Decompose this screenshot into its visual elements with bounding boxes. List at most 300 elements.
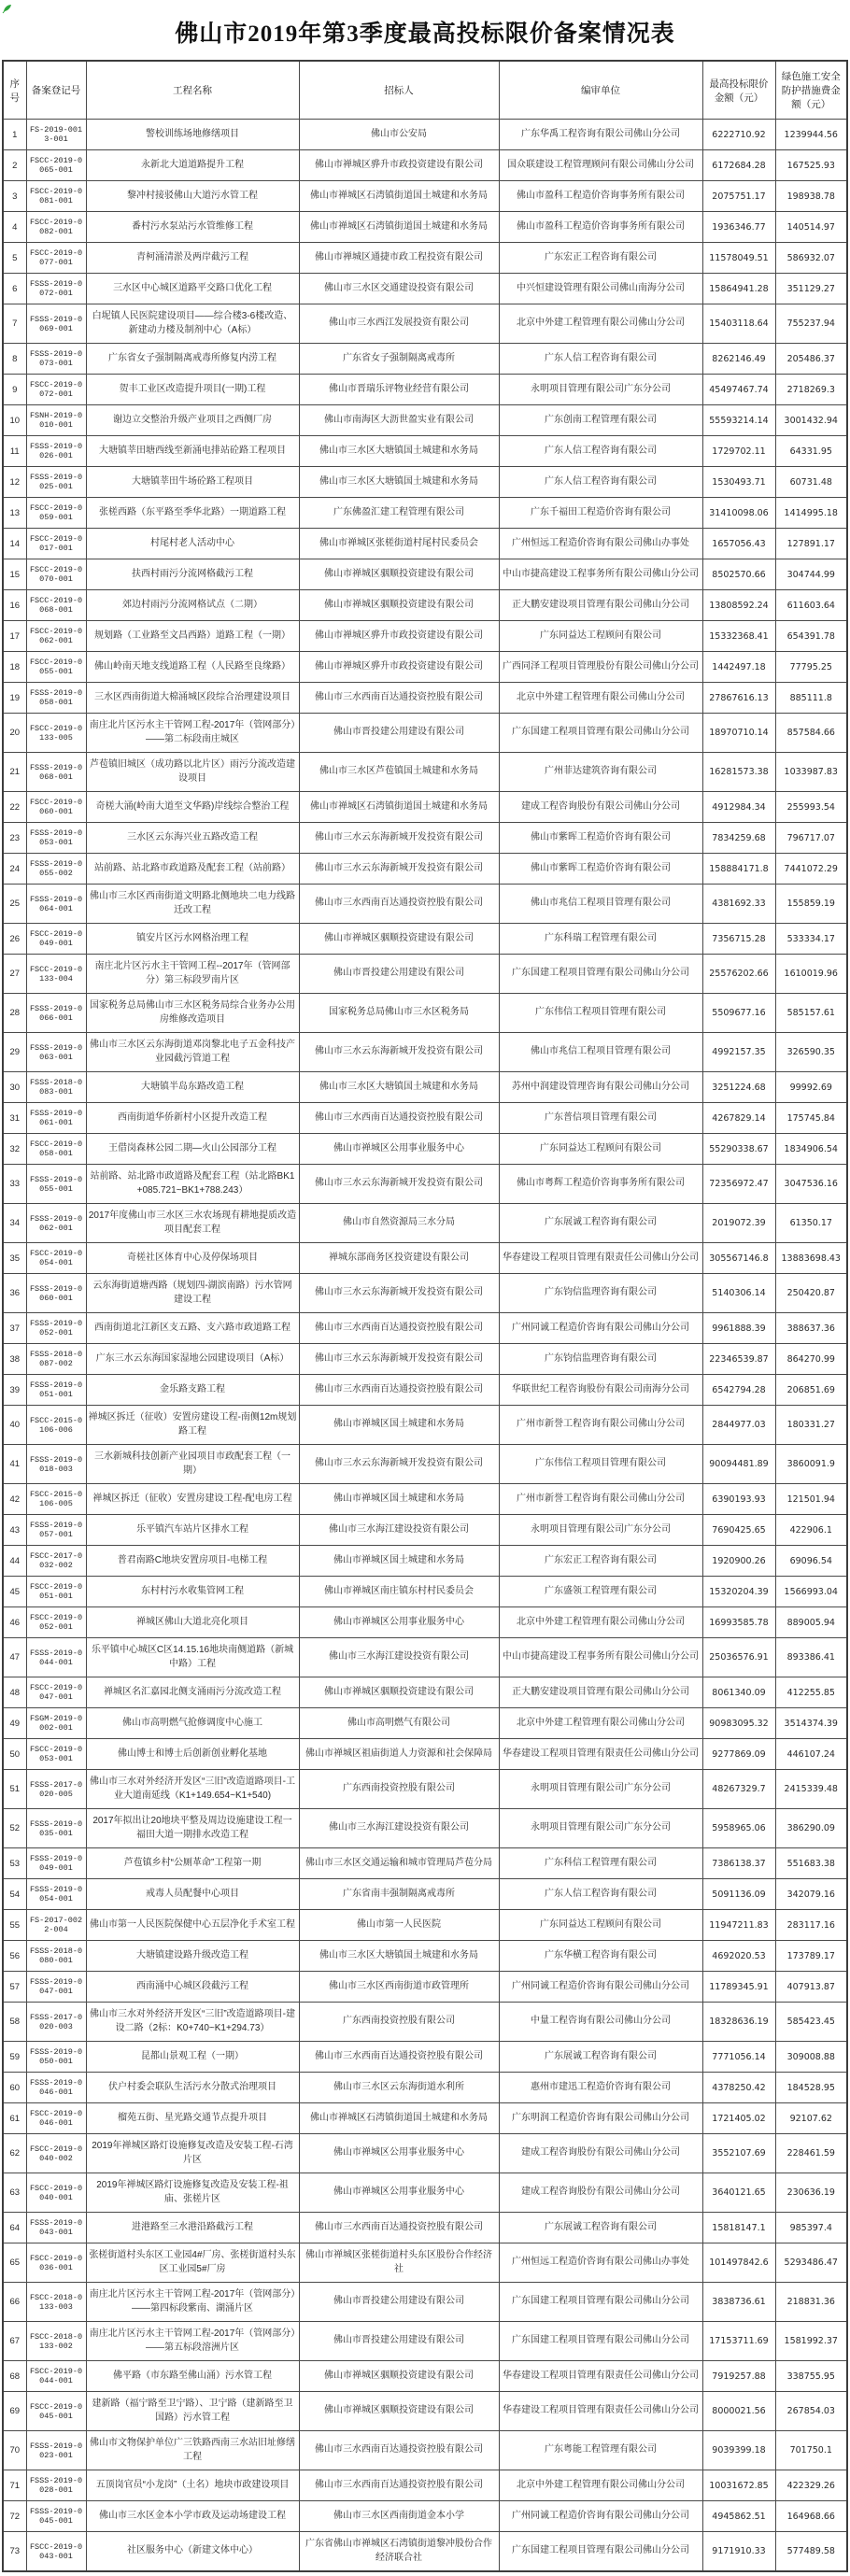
tenderer-name: 佛山市高明燃气有限公司 — [299, 1708, 499, 1739]
review-unit: 广东人信工程咨询有限公司 — [499, 1879, 702, 1910]
max-bid-price: 15403118.64 — [702, 304, 775, 344]
max-bid-price: 15818147.1 — [702, 2213, 775, 2243]
filing-id: FSCC-2019-0133-004 — [26, 955, 86, 994]
filing-id: FSCC-2019-0044-001 — [26, 2361, 86, 2392]
max-bid-price: 2844977.03 — [702, 1406, 775, 1445]
table-row — [3, 1406, 847, 1445]
row-serial: 40 — [3, 1406, 26, 1445]
green-fee-amount: 140514.97 — [775, 212, 847, 243]
max-bid-price: 31410098.06 — [702, 498, 775, 529]
row-serial: 59 — [3, 2042, 26, 2073]
review-unit: 广东盛领工程管理有限公司 — [499, 1577, 702, 1607]
tenderer-name: 佛山市禅城区骅升市政投资建设有限公司 — [299, 621, 499, 652]
review-unit: 广东国建工程项目管理有限公司佛山分公司 — [499, 2322, 702, 2361]
max-bid-price: 3552107.69 — [702, 2134, 775, 2173]
col-header-serial: 序号 — [3, 61, 26, 120]
table-row — [3, 2073, 847, 2103]
max-bid-price: 9171910.33 — [702, 2532, 775, 2572]
table-row — [3, 1243, 847, 1274]
tenderer-name: 佛山市禅城区张槎街道村头东区股份合作经济社 — [299, 2243, 499, 2283]
filing-id: FSCC-2019-0053-001 — [26, 1739, 86, 1770]
review-unit: 广东国建工程项目管理有限公司佛山分公司 — [499, 2532, 702, 2572]
max-bid-price: 7919257.88 — [702, 2361, 775, 2392]
project-name: 昆都山景观工程（一期） — [86, 2042, 299, 2073]
review-unit: 广东粤能工程管理有限公司 — [499, 2431, 702, 2470]
review-unit: 中兴恒建设管理有限公司佛山南海分公司 — [499, 274, 702, 304]
table-row — [3, 2392, 847, 2431]
green-fee-amount: 551683.38 — [775, 1848, 847, 1879]
row-serial: 66 — [3, 2283, 26, 2322]
green-fee-amount: 230636.19 — [775, 2173, 847, 2213]
max-bid-price: 305567146.8 — [702, 1243, 775, 1274]
review-unit: 佛山市紫晖工程造价咨询有限公司 — [499, 823, 702, 854]
max-bid-price: 5509677.16 — [702, 994, 775, 1033]
row-serial: 25 — [3, 885, 26, 924]
green-fee-amount: 92107.62 — [775, 2103, 847, 2134]
project-name: 贺丰工业区改造提升项目(一期)工程 — [86, 375, 299, 405]
project-name: 佛山市高明燃气抢修调度中心施工 — [86, 1708, 299, 1739]
table-row — [3, 1879, 847, 1910]
row-serial: 30 — [3, 1072, 26, 1103]
filing-id: FSCC-2019-0040-002 — [26, 2134, 86, 2173]
review-unit: 华春建设工程项目管理有限责任公司佛山分公司 — [499, 1739, 702, 1770]
project-name: 番村污水泵站污水管维修工程 — [86, 212, 299, 243]
max-bid-price: 1721405.02 — [702, 2103, 775, 2134]
row-serial: 71 — [3, 2470, 26, 2501]
filing-id: FSCC-2019-0017-001 — [26, 529, 86, 559]
table-row — [3, 1204, 847, 1243]
review-unit: 正大鹏安建设项目管理有限公司佛山分公司 — [499, 590, 702, 621]
filing-id: FSSS-2019-0055-001 — [26, 1165, 86, 1204]
review-unit: 广东科信工程管理有限公司 — [499, 1848, 702, 1879]
tenderer-name: 佛山市三水西南百达通投资控股有限公司 — [299, 885, 499, 924]
green-fee-amount: 228461.59 — [775, 2134, 847, 2173]
green-fee-amount: 206851.69 — [775, 1375, 847, 1406]
table-row — [3, 1972, 847, 2003]
green-fee-amount: 99992.69 — [775, 1072, 847, 1103]
project-name: 2019年禅城区路灯设施修复改造及安装工程-石湾片区 — [86, 2134, 299, 2173]
row-serial: 51 — [3, 1770, 26, 1809]
max-bid-price: 10031672.85 — [702, 2470, 775, 2501]
table-row — [3, 1577, 847, 1607]
table-row — [3, 1770, 847, 1809]
row-serial: 65 — [3, 2243, 26, 2283]
row-serial: 29 — [3, 1033, 26, 1072]
green-fee-amount: 1239944.56 — [775, 120, 847, 150]
max-bid-price: 8502570.66 — [702, 559, 775, 590]
green-fee-amount: 422906.1 — [775, 1515, 847, 1546]
row-serial: 53 — [3, 1848, 26, 1879]
tenderer-name: 佛山市第一人民医院 — [299, 1910, 499, 1941]
project-name: 三水区西南街道大棉涌城区段综合治理建设项目 — [86, 683, 299, 714]
filing-id: FSCC-2019-0047-001 — [26, 1677, 86, 1708]
tenderer-name: 佛山市禅城区骅升市政投资建设有限公司 — [299, 652, 499, 683]
row-serial: 73 — [3, 2532, 26, 2572]
tenderer-name: 佛山市三水区大塘镇国土城建和水务局 — [299, 436, 499, 467]
row-serial: 52 — [3, 1809, 26, 1848]
filing-id: FSCC-2019-0054-001 — [26, 1243, 86, 1274]
row-serial: 46 — [3, 1607, 26, 1638]
project-name: 规划路（工业路至文昌西路）道路工程（一期） — [86, 621, 299, 652]
project-name: 南庄北片区污水主干管网工程-2017年（管网部分）——第二标段南庄城区 — [86, 714, 299, 753]
tenderer-name: 佛山市三水云东海新城开发投资有限公司 — [299, 1165, 499, 1204]
review-unit: 广州市新誉工程咨询有限公司佛山分公司 — [499, 1484, 702, 1515]
project-name: 永新北大道道路提升工程 — [86, 150, 299, 181]
filing-id: FSCC-2019-0052-001 — [26, 1607, 86, 1638]
tenderer-name: 佛山市三水区西南街道市政管理所 — [299, 1972, 499, 2003]
max-bid-price: 1729702.11 — [702, 436, 775, 467]
tenderer-name: 佛山市禅城区张槎街道村尾村民委员会 — [299, 529, 499, 559]
row-serial: 5 — [3, 243, 26, 274]
tenderer-name: 佛山市禅城区骃顺投资建设有限公司 — [299, 2361, 499, 2392]
green-fee-amount: 218831.36 — [775, 2283, 847, 2322]
max-bid-price: 15864941.28 — [702, 274, 775, 304]
max-bid-price: 4992157.35 — [702, 1033, 775, 1072]
table-row — [3, 1375, 847, 1406]
filing-id: FSSS-2018-0087-002 — [26, 1344, 86, 1375]
table-row — [3, 2501, 847, 2532]
project-name: 站前路、站北路市政道路及配套工程（站前路） — [86, 854, 299, 885]
project-name: 佛山市三水区金本小学市政及运动场建设工程 — [86, 2501, 299, 2532]
max-bid-price: 18970710.14 — [702, 714, 775, 753]
table-row — [3, 529, 847, 559]
tenderer-name: 佛山市禅城区石湾镇街道国土城建和水务局 — [299, 792, 499, 823]
green-fee-amount: 304744.99 — [775, 559, 847, 590]
table-row — [3, 1910, 847, 1941]
green-fee-amount: 342079.16 — [775, 1879, 847, 1910]
table-row — [3, 994, 847, 1033]
project-name: 南庄北片区污水主干管网工程-2017年（管网部分）——第四标段紫南、湖涌片区 — [86, 2283, 299, 2322]
review-unit: 北京中外建工程管理有限公司佛山分公司 — [499, 1607, 702, 1638]
review-unit: 永明项目管理有限公司广东分公司 — [499, 1809, 702, 1848]
row-serial: 26 — [3, 924, 26, 955]
col-header-max-price: 最高投标限价金额（元） — [702, 61, 775, 120]
review-unit: 广州菲达建筑咨询有限公司 — [499, 753, 702, 792]
project-name: 2019年禅城区路灯设施修复改造及安装工程-祖庙、张槎片区 — [86, 2173, 299, 2213]
project-name: 广东省女子强制隔离戒毒所修复内涝工程 — [86, 344, 299, 375]
project-name: 广东三水云东海国家湿地公园建设项目（A标） — [86, 1344, 299, 1375]
filing-id: FSCC-2019-0062-001 — [26, 621, 86, 652]
row-serial: 47 — [3, 1638, 26, 1677]
project-name: 奇槎大涌(岭南大道至文华路)岸线综合整治工程 — [86, 792, 299, 823]
filing-id: FSCC-2019-0068-001 — [26, 590, 86, 621]
max-bid-price: 11789345.91 — [702, 1972, 775, 2003]
review-unit: 华春建设工程项目管理有限责任公司佛山分公司 — [499, 2392, 702, 2431]
tenderer-name: 广东佛盈汇建工程管理有限公司 — [299, 498, 499, 529]
green-fee-amount: 167525.93 — [775, 150, 847, 181]
review-unit: 广东华横工程咨询有限公司 — [499, 1941, 702, 1972]
review-unit: 广东人信工程咨询有限公司 — [499, 436, 702, 467]
filing-id: FSSS-2019-0046-001 — [26, 2073, 86, 2103]
project-name: 南庄北片区污水主干管网工程-2017年（管网部分）——第五标段溶洲片区 — [86, 2322, 299, 2361]
tenderer-name: 广东西南投资控股有限公司 — [299, 2003, 499, 2042]
filing-id: FS-2019-0013-001 — [26, 120, 86, 150]
max-bid-price: 9277869.09 — [702, 1739, 775, 1770]
tenderer-name: 佛山市三水西南百达通投资控股有限公司 — [299, 2431, 499, 2470]
tenderer-name: 佛山市禅城区国土城建和水务局 — [299, 1546, 499, 1577]
filing-id: FSCC-2019-0077-001 — [26, 243, 86, 274]
filing-id: FSSS-2018-0080-001 — [26, 1941, 86, 1972]
tenderer-name: 佛山市三水区云东海街道水利所 — [299, 2073, 499, 2103]
max-bid-price: 2075751.17 — [702, 181, 775, 212]
tenderer-name: 佛山市三水海江建设投资有限公司 — [299, 1809, 499, 1848]
max-bid-price: 5958965.06 — [702, 1809, 775, 1848]
green-fee-amount: 585157.61 — [775, 994, 847, 1033]
project-name: 村尾村老人活动中心 — [86, 529, 299, 559]
green-fee-amount: 857584.66 — [775, 714, 847, 753]
max-bid-price: 4378250.42 — [702, 2073, 775, 2103]
green-fee-amount: 388637.36 — [775, 1313, 847, 1344]
green-fee-amount: 701750.1 — [775, 2431, 847, 2470]
row-serial: 11 — [3, 436, 26, 467]
row-serial: 6 — [3, 274, 26, 304]
row-serial: 72 — [3, 2501, 26, 2532]
green-fee-amount: 338755.95 — [775, 2361, 847, 2392]
review-unit: 佛山市盈科工程造价咨询事务所有限公司 — [499, 181, 702, 212]
table-row — [3, 181, 847, 212]
review-unit: 广东同益达工程顾问有限公司 — [499, 1134, 702, 1165]
filing-id: FSCC-2019-0049-001 — [26, 924, 86, 955]
filing-id: FSSS-2019-0049-001 — [26, 1848, 86, 1879]
green-fee-amount: 3001432.94 — [775, 405, 847, 436]
review-unit: 广东展诚工程咨询有限公司 — [499, 2213, 702, 2243]
row-serial: 42 — [3, 1484, 26, 1515]
tenderer-name: 佛山市自然资源局三水分局 — [299, 1204, 499, 1243]
filing-id: FSCC-2019-0036-001 — [26, 2243, 86, 2283]
table-row — [3, 652, 847, 683]
tenderer-name: 佛山市南海区大沥世盈实业有限公司 — [299, 405, 499, 436]
filing-id: FSSS-2019-0057-001 — [26, 1515, 86, 1546]
filing-id: FSCC-2015-0106-006 — [26, 1406, 86, 1445]
max-bid-price: 158884171.8 — [702, 854, 775, 885]
row-serial: 67 — [3, 2322, 26, 2361]
green-fee-amount: 796717.07 — [775, 823, 847, 854]
filing-id: FSSS-2017-0020-005 — [26, 1770, 86, 1809]
row-serial: 14 — [3, 529, 26, 559]
table-row — [3, 1165, 847, 1204]
filing-id: FSSS-2019-0047-001 — [26, 1972, 86, 2003]
review-unit: 佛山市兆信工程项目管理有限公司 — [499, 1033, 702, 1072]
tenderer-name: 佛山市三水区西南街道金本小学 — [299, 2501, 499, 2532]
review-unit: 广州恒远工程造价咨询有限公司佛山办事处 — [499, 2243, 702, 2283]
review-unit: 华春建设工程项目管理有限责任公司佛山分公司 — [499, 2361, 702, 2392]
project-name: 2017年拟出让20地块平整及周边设施建设工程一福田大道一期排水改造工程 — [86, 1809, 299, 1848]
review-unit: 中山市捷高建设工程事务所有限公司佛山分公司 — [499, 559, 702, 590]
filing-id: FSCC-2019-0060-001 — [26, 792, 86, 823]
filing-id: FSSS-2019-0062-001 — [26, 1204, 86, 1243]
max-bid-price: 8262146.49 — [702, 344, 775, 375]
max-bid-price: 55290338.67 — [702, 1134, 775, 1165]
row-serial: 60 — [3, 2073, 26, 2103]
max-bid-price: 11947211.83 — [702, 1910, 775, 1941]
tenderer-name: 佛山市三水西南百达通投资控股有限公司 — [299, 1103, 499, 1134]
review-unit: 广东人信工程咨询有限公司 — [499, 467, 702, 498]
row-serial: 24 — [3, 854, 26, 885]
tenderer-name: 佛山市三水西南百达通投资控股有限公司 — [299, 1375, 499, 1406]
green-fee-amount: 3860091.9 — [775, 1445, 847, 1484]
project-name: 王借岗森林公园二期—火山公园部分工程 — [86, 1134, 299, 1165]
filing-id: FSCC-2019-0081-001 — [26, 181, 86, 212]
filing-id: FSSS-2019-0028-001 — [26, 2470, 86, 2501]
review-unit: 广州同诚工程造价咨询有限公司佛山分公司 — [499, 2501, 702, 2532]
table-row — [3, 1445, 847, 1484]
table-row — [3, 1313, 847, 1344]
tenderer-name: 佛山市晋投建公用建设有限公司 — [299, 955, 499, 994]
row-serial: 45 — [3, 1577, 26, 1607]
review-unit: 广东展诚工程咨询有限公司 — [499, 2042, 702, 2073]
tenderer-name: 佛山市三水西南百达通投资控股有限公司 — [299, 2470, 499, 2501]
tenderer-name: 佛山市公安局 — [299, 120, 499, 150]
table-row — [3, 1072, 847, 1103]
row-serial: 7 — [3, 304, 26, 344]
filing-id: FSCC-2018-0133-002 — [26, 2322, 86, 2361]
green-fee-amount: 326590.35 — [775, 1033, 847, 1072]
filing-id: FSSS-2019-0066-001 — [26, 994, 86, 1033]
project-name: 三水区中心城区道路平交路口优化工程 — [86, 274, 299, 304]
tenderer-name: 佛山市三水区芦苞镇国土城建和水务局 — [299, 753, 499, 792]
filing-id: FSSS-2019-0045-001 — [26, 2501, 86, 2532]
filing-id: FSSS-2019-0072-001 — [26, 274, 86, 304]
green-fee-amount: 1414995.18 — [775, 498, 847, 529]
tenderer-name: 佛山市禅城区骃顺投资建设有限公司 — [299, 590, 499, 621]
max-bid-price: 3640121.65 — [702, 2173, 775, 2213]
tenderer-name: 佛山市三水区交通运输和城市管理局芦苞分局 — [299, 1848, 499, 1879]
tenderer-name: 佛山市晋投建公用建设有限公司 — [299, 2322, 499, 2361]
table-row — [3, 1941, 847, 1972]
row-serial: 1 — [3, 120, 26, 150]
row-serial: 70 — [3, 2431, 26, 2470]
col-header-review-unit: 编审单位 — [499, 61, 702, 120]
filing-id: FSSS-2019-0044-001 — [26, 1638, 86, 1677]
tenderer-name: 佛山市三水区大塘镇国土城建和水务局 — [299, 1941, 499, 1972]
table-row — [3, 498, 847, 529]
green-fee-amount: 127891.17 — [775, 529, 847, 559]
col-header-project-name: 工程名称 — [86, 61, 299, 120]
row-serial: 61 — [3, 2103, 26, 2134]
green-fee-amount: 173789.17 — [775, 1941, 847, 1972]
project-name: 佛山岭南天地支线道路工程（人民路至良缘路） — [86, 652, 299, 683]
table-row — [3, 924, 847, 955]
review-unit: 正大鹏安建设项目管理有限公司佛山分公司 — [499, 1677, 702, 1708]
table-row — [3, 2243, 847, 2283]
tenderer-name: 佛山市禅城区国土城建和水务局 — [299, 1484, 499, 1515]
max-bid-price: 4267829.14 — [702, 1103, 775, 1134]
tenderer-name: 佛山市禅城区骃顺投资建设有限公司 — [299, 924, 499, 955]
filing-id: FSNH-2019-0010-001 — [26, 405, 86, 436]
green-fee-amount: 2415339.48 — [775, 1770, 847, 1809]
project-name: 警校训练场地修缮项目 — [86, 120, 299, 150]
tenderer-name: 佛山市三水海江建设投资有限公司 — [299, 1515, 499, 1546]
project-name: 黎冲村接驳佛山大道污水管工程 — [86, 181, 299, 212]
filing-id: FSSS-2019-0052-001 — [26, 1313, 86, 1344]
filing-id: FSSS-2017-0020-003 — [26, 2003, 86, 2042]
review-unit: 华春建设工程项目管理有限责任公司佛山分公司 — [499, 1243, 702, 1274]
max-bid-price: 1530493.71 — [702, 467, 775, 498]
review-unit: 建成工程咨询股份有限公司佛山分公司 — [499, 792, 702, 823]
project-name: 三水新城科技创新产业园项目市政配套工程（一期） — [86, 1445, 299, 1484]
project-name: 扶西村雨污分流网格截污工程 — [86, 559, 299, 590]
table-row — [3, 2042, 847, 2073]
green-fee-amount: 2718269.3 — [775, 375, 847, 405]
table-row — [3, 405, 847, 436]
max-bid-price: 25576202.66 — [702, 955, 775, 994]
max-bid-price: 1442497.18 — [702, 652, 775, 683]
row-serial: 16 — [3, 590, 26, 621]
max-bid-price: 11578049.51 — [702, 243, 775, 274]
project-name: 伏户村委会联队生活污水分散式治理项目 — [86, 2073, 299, 2103]
max-bid-price: 101497842.6 — [702, 2243, 775, 2283]
review-unit: 广西同泽工程项目管理股份有限公司佛山分公司 — [499, 652, 702, 683]
table-row — [3, 854, 847, 885]
row-serial: 15 — [3, 559, 26, 590]
table-row — [3, 2103, 847, 2134]
green-fee-amount: 1610019.96 — [775, 955, 847, 994]
project-name: 芦苞镇乡村“公厕革命”工程第一期 — [86, 1848, 299, 1879]
project-name: 国家税务总局佛山市三水区税务局综合业务办公用房维修改造项目 — [86, 994, 299, 1033]
table-row — [3, 2431, 847, 2470]
project-name: 禅城区拆迁（征收）安置房建设工程-南侧12m规划路工程 — [86, 1406, 299, 1445]
table-row — [3, 1638, 847, 1677]
filing-id: FSCC-2018-0133-003 — [26, 2283, 86, 2322]
row-serial: 10 — [3, 405, 26, 436]
max-bid-price: 18328636.19 — [702, 2003, 775, 2042]
table-row — [3, 683, 847, 714]
review-unit: 永明项目管理有限公司广东分公司 — [499, 1515, 702, 1546]
filing-id: FSSS-2019-0069-001 — [26, 304, 86, 344]
tenderer-name: 广东省南丰强制隔离戒毒所 — [299, 1879, 499, 1910]
filing-id: FSCC-2019-0065-001 — [26, 150, 86, 181]
green-fee-amount: 885111.8 — [775, 683, 847, 714]
project-name: 三水区云东海兴业五路改造工程 — [86, 823, 299, 854]
filing-id: FSSS-2019-0054-001 — [26, 1879, 86, 1910]
row-serial: 19 — [3, 683, 26, 714]
green-fee-amount: 283117.16 — [775, 1910, 847, 1941]
max-bid-price: 4381692.33 — [702, 885, 775, 924]
project-name: 佛山市三水区云东海街道邓岗黎北电子五金科技产业园截污管道工程 — [86, 1033, 299, 1072]
row-serial: 27 — [3, 955, 26, 994]
tenderer-name: 佛山市禅城区骃顺投资建设有限公司 — [299, 559, 499, 590]
green-fee-amount: 1033987.83 — [775, 753, 847, 792]
row-serial: 43 — [3, 1515, 26, 1546]
green-fee-amount: 267854.03 — [775, 2392, 847, 2431]
max-bid-price: 7771056.14 — [702, 2042, 775, 2073]
filing-id: FS-2017-0022-004 — [26, 1910, 86, 1941]
max-bid-price: 16993585.78 — [702, 1607, 775, 1638]
review-unit: 惠州市建迅工程造价咨询有限公司 — [499, 2073, 702, 2103]
max-bid-price: 6390193.93 — [702, 1484, 775, 1515]
review-unit: 广东国建工程项目管理有限公司佛山分公司 — [499, 2283, 702, 2322]
project-name: 榴苑五街、星光路交通节点提升项目 — [86, 2103, 299, 2134]
filing-id: FSSS-2019-0025-001 — [26, 467, 86, 498]
tenderer-name: 佛山市三水西南百达通投资控股有限公司 — [299, 1313, 499, 1344]
review-unit: 国众联建设工程管理顾问有限公司佛山分公司 — [499, 150, 702, 181]
table-row — [3, 1708, 847, 1739]
max-bid-price: 6542794.28 — [702, 1375, 775, 1406]
max-bid-price: 22346539.87 — [702, 1344, 775, 1375]
green-fee-amount: 446107.24 — [775, 1739, 847, 1770]
project-name: 郊边村雨污分流网格试点（二期） — [86, 590, 299, 621]
table-row — [3, 467, 847, 498]
tenderer-name: 佛山市三水云东海新城开发投资有限公司 — [299, 1274, 499, 1313]
table-row — [3, 375, 847, 405]
green-fee-amount: 755237.94 — [775, 304, 847, 344]
tenderer-name: 禅城东部商务区投资建设有限公司 — [299, 1243, 499, 1274]
row-serial: 34 — [3, 1204, 26, 1243]
tenderer-name: 佛山市三水云东海新城开发投资有限公司 — [299, 1445, 499, 1484]
project-name: 禅城区名汇嘉园北侧支涌雨污分流改造工程 — [86, 1677, 299, 1708]
table-row — [3, 1677, 847, 1708]
filing-id: FSSS-2019-0051-001 — [26, 1375, 86, 1406]
